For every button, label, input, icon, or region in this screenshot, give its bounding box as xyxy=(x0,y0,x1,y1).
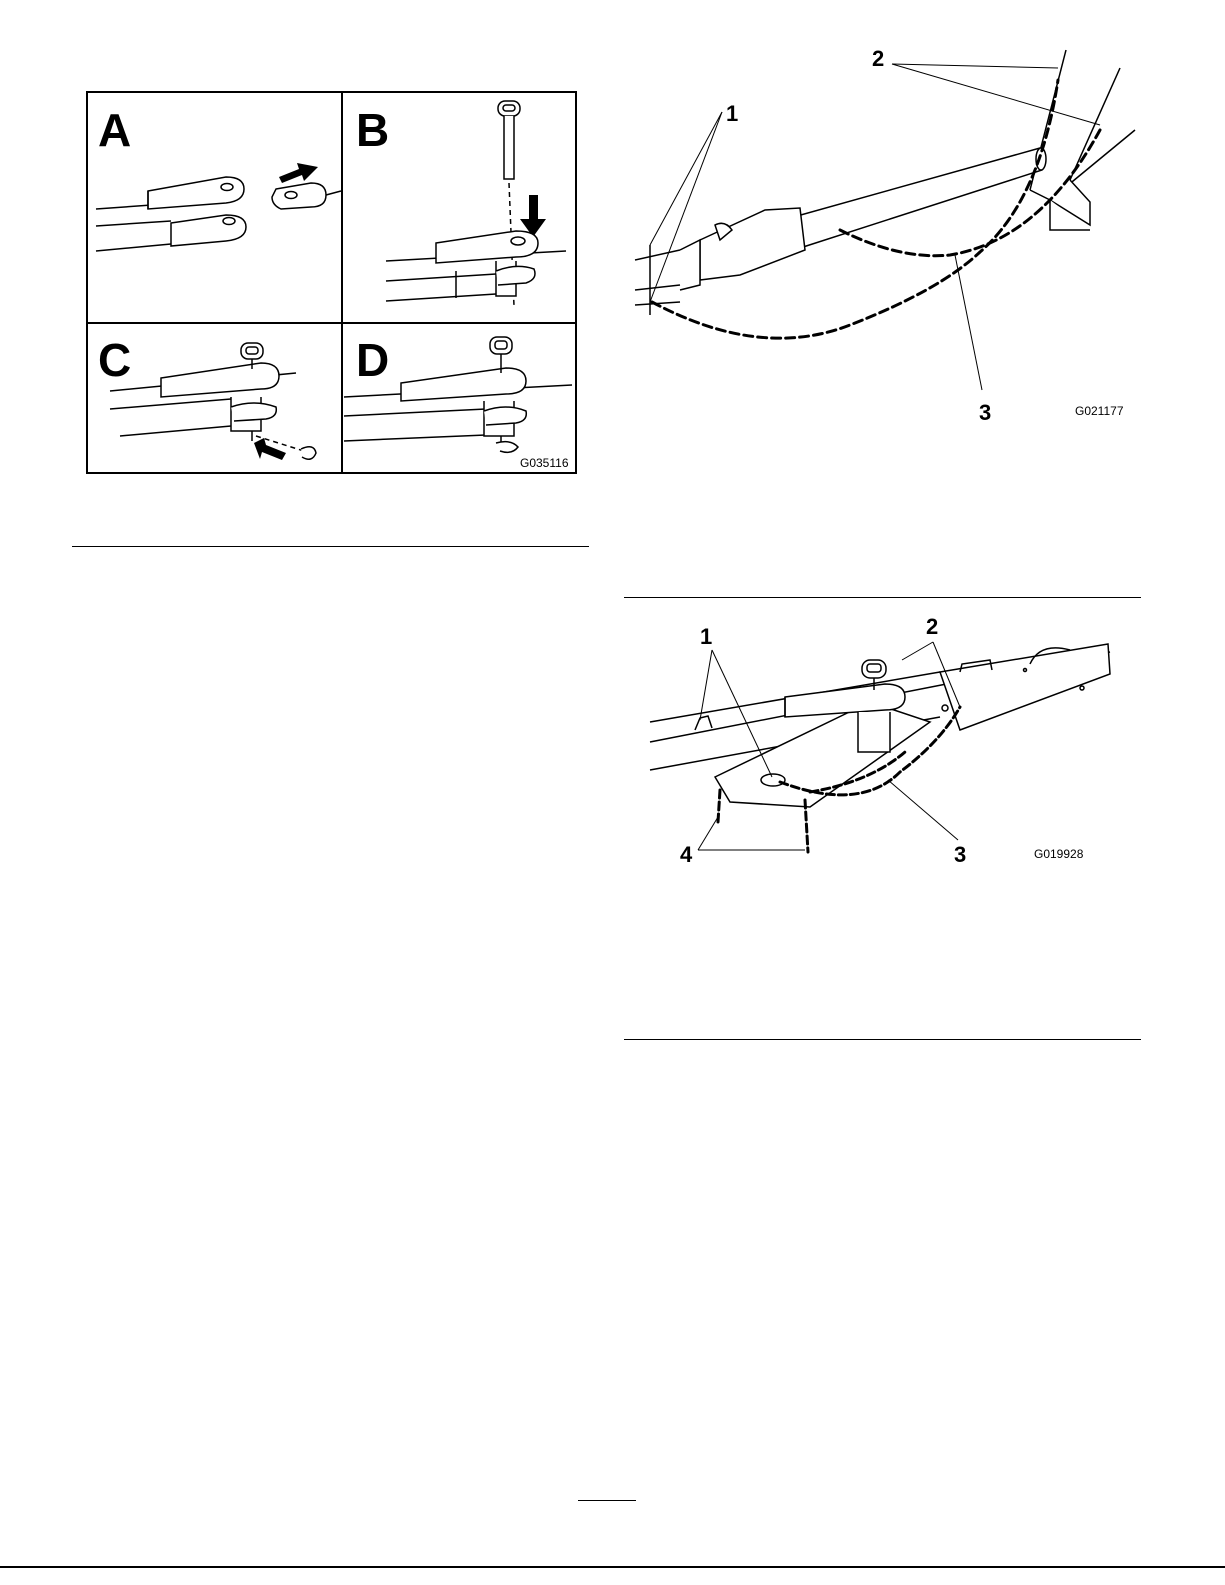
panel-grid-lines xyxy=(86,91,577,474)
figure-code: G021177 xyxy=(1075,404,1124,418)
section-divider-left xyxy=(72,546,589,547)
page-bottom-border xyxy=(0,1566,1225,1568)
safety-chain-drawing xyxy=(620,40,1160,430)
page-number-underline xyxy=(578,1500,636,1501)
panel-label-a: A xyxy=(98,104,132,156)
chain-hookup-figure xyxy=(640,612,1140,872)
panel-label-c: C xyxy=(98,334,132,386)
figure-code: G035116 xyxy=(520,456,569,470)
callout-2: 2 xyxy=(872,46,885,71)
callout-3: 3 xyxy=(954,842,967,867)
section-divider-right-upper xyxy=(624,597,1141,598)
chain-hookup-drawing xyxy=(640,612,1140,872)
safety-chain-figure xyxy=(620,40,1160,430)
figure-code: G019928 xyxy=(1034,847,1084,861)
panel-c-drawing xyxy=(110,343,316,460)
section-divider-right-lower xyxy=(624,1039,1141,1040)
hitch-pin-sequence-figure xyxy=(86,91,577,474)
callout-1: 1 xyxy=(726,101,739,126)
panel-label-d: D xyxy=(356,334,390,386)
panel-label-b: B xyxy=(356,104,390,156)
panel-b-drawing xyxy=(386,101,566,306)
callout-4: 4 xyxy=(680,842,693,867)
callout-3: 3 xyxy=(979,400,992,425)
panel-a-drawing xyxy=(96,163,341,251)
callout-1: 1 xyxy=(700,624,713,649)
callout-2: 2 xyxy=(926,614,939,639)
